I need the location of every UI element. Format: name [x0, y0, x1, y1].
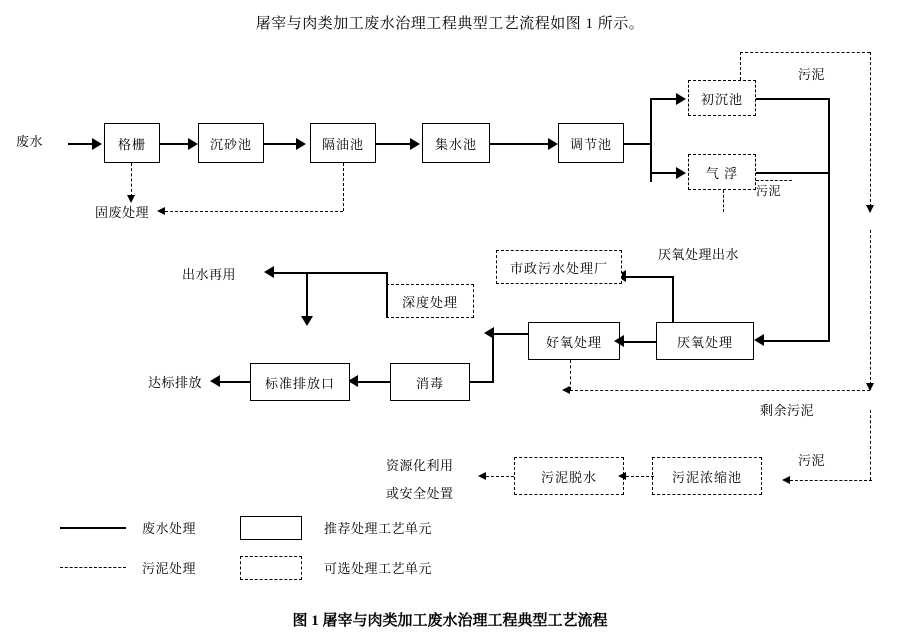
line-sludge-trunk-lower [870, 410, 871, 480]
arrowhead-split-flotation [676, 167, 686, 179]
page-title: 屠宰与肉类加工废水治理工程典型工艺流程如图 1 所示。 [255, 16, 645, 32]
arrowhead-dewater-resource [478, 472, 486, 480]
label-solid-waste: 固废处理 [95, 205, 150, 220]
line-oil-sludge-down [343, 163, 344, 211]
line-sludge-to-thicken [790, 480, 872, 481]
line-inlet-grid [68, 143, 94, 145]
arrowhead-sludge-trunk-upper [866, 205, 874, 213]
line-flotation-right [756, 172, 830, 174]
node-grid[interactable]: 格栅 [104, 123, 160, 163]
arrowhead-thicken-dewater [618, 472, 626, 480]
node-grit[interactable]: 沉砂池 [198, 123, 264, 163]
line-outlet-discharge [218, 381, 250, 383]
arrowhead-anaerobic-aerobic [614, 335, 624, 347]
line-oil-collect [376, 143, 412, 145]
arrowhead-sludge-trunk-mid [866, 383, 874, 391]
line-advanced-to-outlet [306, 272, 308, 320]
legend-line-wastewater [60, 527, 126, 529]
line-flotation-sludge [756, 180, 792, 181]
label-sludge-2: 污泥 [756, 184, 782, 198]
label-resource-use-line1: 资源化利用 [386, 458, 454, 473]
line-oil-sludge-left [165, 211, 343, 212]
arrowhead-split-primary [676, 93, 686, 105]
arrowhead-oil-collect [410, 138, 420, 150]
label-anaerobic-effluent: 厌氧处理出水 [658, 247, 740, 262]
line-anaerobic-effluent-left [624, 276, 674, 278]
line-grid-solidwaste [131, 163, 132, 197]
label-resource-use-line2: 或安全处置 [386, 486, 454, 501]
label-discharge: 达标排放 [148, 375, 203, 390]
label-inlet: 废水 [16, 134, 44, 149]
legend-label-sludge: 污泥处理 [142, 561, 197, 576]
node-municipal[interactable]: 市政污水处理厂 [496, 250, 622, 284]
label-sludge-3: 污泥 [798, 453, 826, 468]
node-disinfect[interactable]: 消毒 [390, 363, 470, 401]
node-advanced[interactable]: 深度处理 [386, 284, 474, 318]
line-aerobic-left [492, 333, 528, 335]
line-primary-sludge-right [740, 52, 870, 53]
line-flotation-sludge-down [723, 190, 724, 212]
arrowhead-sludge-to-thicken [782, 476, 790, 484]
node-outlet[interactable]: 标准排放口 [250, 363, 350, 401]
arrowhead-excess-sludge-left [562, 386, 570, 394]
node-primary[interactable]: 初沉池 [688, 80, 756, 116]
line-anaerobic-effluent-up [672, 276, 674, 322]
line-advanced-reuse [272, 272, 388, 274]
line-adjust-split [624, 143, 652, 145]
line-grid-grit [160, 143, 190, 145]
line-disinfect-outlet [356, 381, 390, 383]
legend-label-wastewater: 废水处理 [142, 521, 197, 536]
arrowhead-grid-grit [188, 138, 198, 150]
legend-box-recommended [240, 516, 302, 540]
label-excess-sludge: 剩余污泥 [760, 403, 815, 418]
legend-label-recommended: 推荐处理工艺单元 [324, 521, 433, 536]
line-pretreat-anaerobic-vertical [828, 100, 830, 340]
node-flotation[interactable]: 气 浮 [688, 154, 756, 190]
line-collect-adjust [490, 143, 550, 145]
figure-caption: 图 1 屠宰与肉类加工废水治理工程典型工艺流程 [292, 613, 608, 629]
line-primary-sludge-up [740, 52, 741, 80]
arrowhead-advanced-to-outlet [301, 316, 313, 326]
line-primary-right [756, 98, 830, 100]
label-reuse: 出水再用 [182, 267, 237, 282]
line-aerobic-down [492, 333, 494, 381]
line-sludge-trunk-mid [870, 230, 871, 390]
node-sludge-thicken[interactable]: 污泥浓缩池 [652, 457, 762, 495]
line-anaerobic-aerobic [620, 341, 656, 343]
node-adjust[interactable]: 调节池 [558, 123, 624, 163]
line-to-anaerobic [762, 340, 830, 342]
arrowhead-outlet-discharge [210, 375, 220, 387]
label-sludge-1: 污泥 [798, 67, 826, 82]
line-excess-sludge-h [570, 390, 870, 391]
arrowhead-oil-sludge [157, 207, 165, 215]
node-sludge-dewater[interactable]: 污泥脱水 [514, 457, 624, 495]
node-collect[interactable]: 集水池 [422, 123, 490, 163]
arrowhead-to-anaerobic [754, 334, 764, 346]
arrowhead-advanced-reuse [264, 266, 274, 278]
line-grit-oil [264, 143, 298, 145]
line-split-vertical [650, 98, 652, 182]
arrowhead-grit-oil [296, 138, 306, 150]
line-dewater-resource [486, 476, 514, 477]
node-aerobic[interactable]: 好氧处理 [528, 322, 620, 360]
arrowhead-collect-adjust [548, 138, 558, 150]
line-advanced-vertical [386, 272, 388, 318]
node-oil[interactable]: 隔油池 [310, 123, 376, 163]
legend-line-sludge [60, 567, 126, 568]
node-anaerobic[interactable]: 厌氧处理 [656, 322, 754, 360]
legend-box-optional [240, 556, 302, 580]
arrowhead-inlet-grid [92, 138, 102, 150]
line-thicken-dewater [626, 476, 654, 477]
legend-label-optional: 可选处理工艺单元 [324, 561, 433, 576]
line-sludge-trunk-upper [870, 52, 871, 212]
line-excess-sludge-up [570, 360, 571, 390]
